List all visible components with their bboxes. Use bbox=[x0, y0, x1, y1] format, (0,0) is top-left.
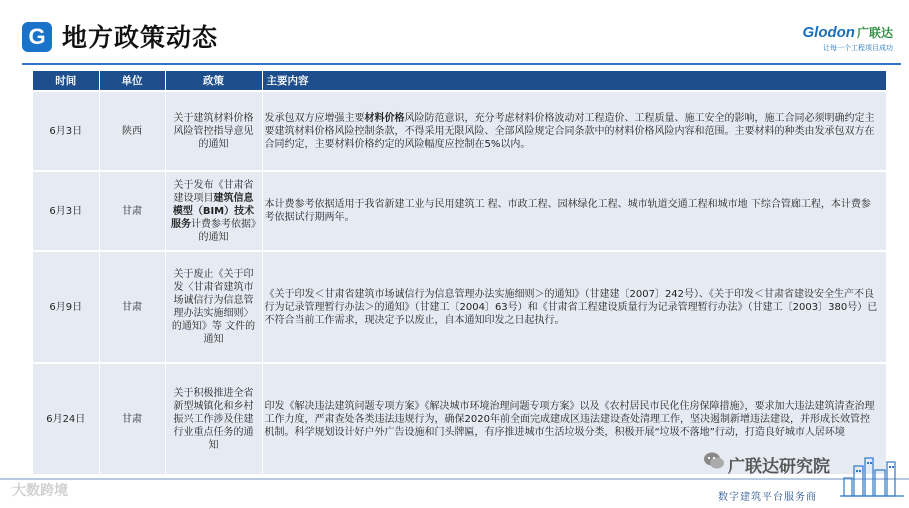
cell-time: 6月24日 bbox=[33, 363, 99, 474]
page-title: 地方政策动态 bbox=[62, 23, 219, 52]
policy-text: 关于发布《甘肃省建设项目 bbox=[173, 179, 254, 204]
brand-name-en: Glodon bbox=[802, 24, 855, 41]
cell-time: 6月3日 bbox=[33, 91, 99, 171]
brand-name-cn: 广联达 bbox=[856, 26, 893, 40]
table-row bbox=[33, 251, 886, 363]
cell-policy bbox=[165, 171, 262, 251]
column-header-time: 时间 bbox=[33, 71, 99, 91]
table-header-row bbox=[33, 71, 886, 91]
watermark-right: 广联达研究院 bbox=[728, 457, 830, 477]
brand-name bbox=[802, 24, 893, 41]
column-header-policy: 政策 bbox=[165, 71, 262, 91]
cell-content: 《关于印发＜甘肃省建筑市场诚信行为信息管理办法实施细则＞的通知》（甘建建〔2007〕242号）、《关于印发＜甘肃省建设安全生产不良行为记录管理暂行办法＞的通知》（甘建工〔2004〕63号）和《甘肃省工程建设质量行为记录管理暂行办法》（甘建工〔2003〕380号）已不符合当前工作需求，现决定予以废止，自本通知印发之日起执行。 bbox=[262, 251, 886, 363]
table-row bbox=[33, 171, 886, 251]
cell-policy: 关于积极推进全省新型城镇化和乡村振兴工作涉及住建行业重点任务的通知 bbox=[165, 363, 262, 474]
cell-time: 6月3日 bbox=[33, 171, 99, 251]
wechat-icon bbox=[703, 451, 725, 471]
cell-unit: 甘肃 bbox=[99, 251, 165, 363]
cell-content: 印发《解决违法建筑问题专项方案》《解决城市环境治理问题专项方案》以及《农村居民市民化住房保障措施》，要求加大违法建筑清查治理工作力度，严肃查处各类违法违规行为，确保2020年前全面完成建成区违法建设查处清理工作，坚决遏制新增违法建设，并形成长效管控机制。科学规划设计好户外广告设施和门头牌匾，有序推进城市生活垃圾分类，积极开展“垃圾不落地”行动，打造良好城市人居环境 bbox=[262, 363, 886, 474]
watermark-left: 大数跨境 bbox=[12, 483, 68, 499]
brand-block bbox=[802, 24, 893, 53]
cell-policy: 关于废止《关于印发〈甘肃省建筑市场诚信行为信息管理办法实施细则〉的通知》等 文件的通知 bbox=[165, 251, 262, 363]
city-skyline-icon bbox=[840, 452, 904, 498]
content-text: 发承包双方应增强主要 bbox=[264, 112, 365, 124]
cell-content: 本计费参考依据适用于我省新建工业与民用建筑工 程、市政工程、园林绿化工程、城市轨道交通工程和城市地 下综合管廊工程，本计费参考依据试行期两年。 bbox=[262, 171, 886, 251]
cell-time: 6月9日 bbox=[33, 251, 99, 363]
cell-unit: 陕西 bbox=[99, 91, 165, 171]
table-row bbox=[33, 91, 886, 171]
cell-unit: 甘肃 bbox=[99, 171, 165, 251]
column-header-unit: 单位 bbox=[99, 71, 165, 91]
cell-unit: 甘肃 bbox=[99, 363, 165, 474]
column-header-content: 主要内容 bbox=[262, 71, 886, 91]
footer-divider bbox=[0, 478, 909, 480]
policy-text: 计费参考依据》的通知 bbox=[191, 218, 256, 243]
brand-slogan: 让每一个工程项目成功 bbox=[823, 44, 893, 52]
content-highlight: 材料价格 bbox=[364, 112, 405, 124]
content-text: 风险防范意识，充分考虑材料价格波动对工程造价、工程质量、施工安全的影响，施工合同必须明确约定主要建筑材料价格风险控制条款，不得采用无限风险、全部风险规定合同条款中的材料价格风险内容和范围。主要材料的种类由发承包双方在合同约定，主要材料价格约定的风险幅度应控制在5%以内。 bbox=[264, 112, 875, 150]
footer-slogan: 数字建筑平台服务商 bbox=[718, 492, 817, 503]
policy-highlight: 建筑信息模型（BIM）技术服务 bbox=[171, 192, 255, 230]
brand-logo-icon: G bbox=[22, 22, 52, 52]
policy-table bbox=[33, 71, 887, 474]
header-divider bbox=[22, 63, 901, 65]
cell-content bbox=[262, 91, 886, 171]
cell-policy: 关于建筑材料价格风险管控指导意见的通知 bbox=[165, 91, 262, 171]
